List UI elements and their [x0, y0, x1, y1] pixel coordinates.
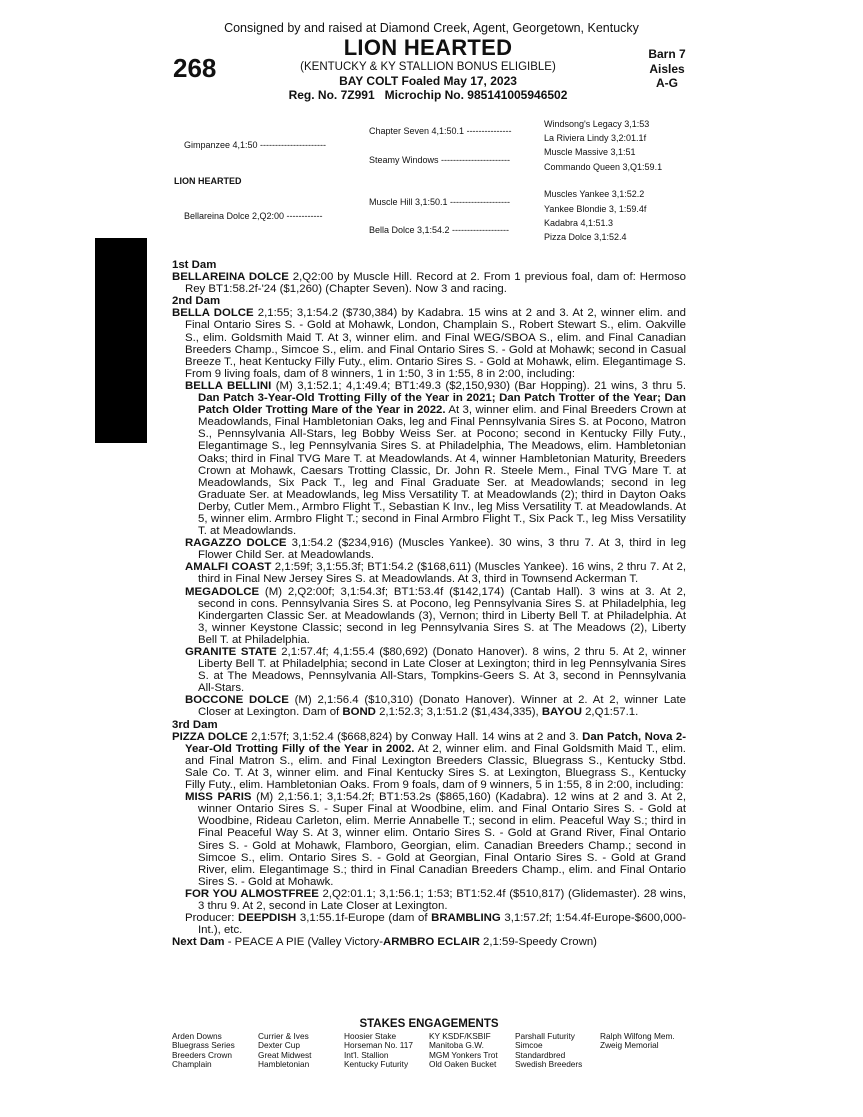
- producer-name: BRAMBLING: [431, 912, 501, 925]
- produce-text: 2,1:52.3; 3,1:51.2 ($1,434,335),: [375, 706, 542, 719]
- produce-text: 2,Q1:57.1.: [581, 706, 639, 719]
- foal-name: MEGADOLCE: [185, 585, 260, 598]
- stakes-column: [515, 1032, 600, 1070]
- stake-item: Arden Downs: [172, 1031, 222, 1041]
- pedigree-ssd: La Riviera Lindy 3,2:01.1f: [544, 133, 647, 143]
- black-index-tab: [95, 238, 147, 443]
- stakes-column: [600, 1032, 692, 1070]
- first-dam-paragraph: [172, 271, 686, 295]
- producer-label: Producer:: [185, 912, 239, 925]
- foal-entry: [172, 537, 686, 561]
- next-dam-rest: 2,1:59-Speedy Crown): [479, 936, 597, 949]
- foal-name: BOCCONE DOLCE: [185, 694, 289, 707]
- foal-name: FOR YOU ALMOSTFREE: [185, 887, 319, 900]
- next-dam-label: Next Dam: [172, 936, 225, 949]
- stake-item: Swedish Breeders: [515, 1059, 583, 1070]
- second-dam-name: BELLA DOLCE: [172, 307, 254, 320]
- producer-name: DEEPDISH: [238, 912, 297, 925]
- pedigree-dss: Muscles Yankee 3,1:52.2: [544, 189, 645, 199]
- foal-name: AMALFI COAST: [185, 561, 272, 574]
- pedigree-dam-dam: Bella Dolce 3,1:54.2 -------------------: [369, 225, 509, 235]
- stake-item: Simcoe: [515, 1040, 543, 1051]
- stakes-column: [344, 1032, 429, 1070]
- registration-line: Reg. No. 7Z991 Microchip No. 985141005946502: [288, 88, 568, 102]
- produce-name: BAYOU: [541, 706, 582, 719]
- next-dam-text: - PEACE A PIE (Valley Victory-: [224, 936, 384, 949]
- first-dam-heading: 1st Dam: [172, 259, 217, 271]
- stake-item: Great Midwest: [258, 1049, 312, 1060]
- producer-text: 3,1:57.2f; 1:54.4f-Europe-$600,000-Int.), etc.: [198, 912, 687, 937]
- foal-entry: [172, 561, 686, 585]
- stake-item: MGM Yonkers Trot: [429, 1049, 498, 1060]
- eligibility-line: (KENTUCKY & KY STALLION BONUS ELIGIBLE): [300, 61, 556, 73]
- foal-name: RAGAZZO DOLCE: [185, 537, 287, 550]
- pedigree-dam-sire: Muscle Hill 3,1:50.1 --------------------: [369, 197, 510, 207]
- stake-item: Int'l. Stallion: [344, 1049, 389, 1060]
- stakes-column: [429, 1032, 515, 1070]
- foal-entry: [172, 380, 686, 537]
- consignor-line: Consigned by and raised at Diamond Creek, Agent, Georgetown, Kentucky: [224, 21, 639, 35]
- foal-entry: [172, 888, 686, 912]
- stake-item: Manitoba G.W.: [429, 1040, 484, 1051]
- pedigree-sdd: Commando Queen 3,Q1:59.1: [544, 162, 663, 172]
- third-dam-name: PIZZA DOLCE: [172, 730, 248, 743]
- foal-text-rest: At 3, winner elim. and Final Breeders Crown at Meadowlands, Final Hambletonian Oaks, leg and Final Pennsylvania Sires S. at Pocono, Matron S., Pennsylvania All-Stars, leg Bobby Weiss Ser. at Pocono; second in Kentucky Filly Futy., Elegantimage S., leg Pennsylvania Sires S. at Philadelphia, The Meadows, elim. Hambletonian Oaks; third in Final TVG Mare T. at Meadowlands. At 4, winner Hambletonian Maturity, Breeders Crown at Mohawk, Caesars Trotting Classic, Dr. John R. Steele Mem., Final TVG Mare T. at Meadowlands, Six Pack T., leg and Final Graduate Ser. at Meadowlands; second in leg Graduate Ser. at Meadowlands, leg Miss Versatility T. at Meadowlands (2); third in Dayton Oaks Derby, Cutler Mem., Armbro Flight T., Sebastian K Inv., leg Miss Versatility T. at Meadowlands. At 5, winner elim. Armbro Flight T.; second in Final Armbro Flight T., Six Pack T., leg Miss Versatility T. at Meadowlands.: [198, 404, 687, 538]
- pedigree-ddd: Pizza Dolce 3,1:52.4: [544, 232, 627, 242]
- stakes-column: [258, 1032, 344, 1070]
- stake-item: Currier & Ives: [258, 1031, 309, 1041]
- first-dam-text: 2,Q2:00 by Muscle Hill. Record at 2. From 1 previous foal, dam of: Hermoso Rey BT1:58.2f-'24 ($1,260) (Chapter Seven). Now 3 and racing.: [185, 271, 687, 296]
- stake-item: Breeders Crown: [172, 1049, 232, 1060]
- third-dam-text-rest: At 2, winner elim. and Final Goldsmith Maid T., elim. and Final Matron S., elim. and Final Lexington Breeders Classic, Bluegrass S., Kentucky Stbd. Sale Co. T. At 3, winner elim. and Final Kentucky Sires S. at Lexington, Bluegrass S., Kentucky Filly Futy., elim. Hambletonian Oaks. From 9 foals, dam of 9 winners, 5 in 1:55, 8 in 2:00, including:: [185, 742, 686, 792]
- pedigree-horse: LION HEARTED: [174, 176, 242, 186]
- foal-text: (M) 3,1:52.1; 4,1:49.4; BT1:49.3 ($2,150,930) (Bar Hopping). 21 wins, 3 thru 5.: [271, 379, 686, 392]
- foal-name: MISS PARIS: [185, 791, 252, 804]
- second-dam-paragraph: [172, 307, 686, 380]
- pedigree-sire: Gimpanzee 4,1:50 ----------------------: [184, 140, 326, 150]
- third-dam-heading: 3rd Dam: [172, 718, 218, 731]
- stake-item: Parshall Futurity: [515, 1031, 575, 1041]
- horse-name: LION HEARTED: [343, 35, 513, 60]
- stake-item: Kentucky Futurity: [344, 1059, 409, 1070]
- third-dam-paragraph: [172, 731, 686, 791]
- foal-entry: [172, 694, 686, 718]
- foal-text: 2,1:59f; 3,1:55.3f; BT1:54.2 ($168,611) (Muscles Yankee). 16 wins, 2 thru 7. At 2, third in Final New Jersey Sires S. at Meadowlands. At 3, third in Townsend Ackerman T.: [198, 561, 686, 586]
- stakes-engagements-title: STAKES ENGAGEMENTS: [359, 1018, 499, 1030]
- third-dam-honors: Dan Patch, Nova 2-Year-Old Trotting Filly of the Year in 2002.: [185, 730, 686, 755]
- stake-item: Old Oaken Bucket: [429, 1059, 497, 1070]
- foal-name: BELLA BELLINI: [185, 379, 272, 392]
- title-block: [250, 35, 606, 102]
- catalog-page-body: [172, 259, 686, 948]
- pedigree-sire-sire: Chapter Seven 4,1:50.1 ---------------: [369, 126, 512, 136]
- stake-item: Hoosier Stake: [344, 1031, 397, 1041]
- pedigree-dam: Bellareina Dolce 2,Q2:00 ------------: [184, 211, 323, 221]
- pedigree-sire-dam: Steamy Windows -----------------------: [369, 155, 510, 165]
- next-dam-line: [172, 936, 686, 948]
- first-dam-name: BELLAREINA DOLCE: [172, 271, 289, 284]
- aisles-label: Aisles: [649, 61, 685, 76]
- stake-item: Zweig Memorial: [600, 1040, 659, 1051]
- stake-item: Hambletonian: [258, 1059, 310, 1070]
- foal-text: (M) 2,1:56.4 ($10,310) (Donato Hanover). Winner at 2. At 2, winner Late Closer at Lexington. Dam of: [198, 694, 686, 719]
- foal-text: 3,1:54.2 ($234,916) (Muscles Yankee). 30 wins, 3 thru 7. At 3, third in leg Flower Child Ser. at Meadowlands.: [198, 537, 686, 562]
- third-dam-text: 2,1:57f; 3,1:52.4 ($668,824) by Conway Hall. 14 wins at 2 and 3.: [247, 730, 583, 743]
- barn-label: Barn 7: [648, 47, 686, 61]
- foal-entry: [172, 646, 686, 694]
- second-dam-heading: 2nd Dam: [172, 295, 221, 308]
- stake-item: Dexter Cup: [258, 1040, 300, 1051]
- produce-name: BOND: [342, 706, 376, 719]
- foal-text: 2,Q2:01.1; 3,1:56.1; 1:53; BT1:52.4f ($510,817) (Glidemaster). 28 wins, 3 thru 9. At 2, second in Late Closer at Lexington.: [198, 887, 686, 912]
- producer-text: 3,1:55.1f-Europe (dam of: [296, 912, 432, 925]
- stakes-column: [172, 1032, 258, 1070]
- pedigree-sss: Windsong's Legacy 3,1:53: [544, 119, 650, 129]
- next-dam-bold: ARMBRO ECLAIR: [383, 936, 480, 949]
- stake-item: Champlain: [172, 1059, 212, 1070]
- foal-text: (M) 2,1:56.1; 3,1:54.2f; BT1:53.2s ($865,160) (Kadabra). 12 wins at 2 and 3. At 2, winner Ontario Sires S. - Super Final at Woodbine, elim. and Final Ontario Sires S. - Gold at Woodbine, Rideau Carleton, elim. Merrie Annabelle T.; second in elim. Peaceful Way S.; third in Final Peaceful Way S. At 3, winner elim. Ontario Sires S. - Gold at Grand River, Final Ontario Sires S. - Gold at Mohawk, Flamboro, Georgian, elim. Canadian Breeders Champ.; second in Simcoe S., elim. Ontario Sires S. - Gold at Georgian, Final Ontario Sires S. - Gold at Grand River, elim. Elegantimage S.; third in Final Canadian Breeders Champ., elim. and Final Ontario Sires S. - Gold at Mohawk.: [198, 791, 686, 888]
- hip-number: 268: [173, 53, 217, 83]
- stake-item: Horseman No. 117: [344, 1040, 414, 1051]
- stake-item: KY KSDF/KSBIF: [429, 1031, 491, 1041]
- foal-name: GRANITE STATE: [185, 646, 277, 658]
- stakes-engagements-list: [172, 1032, 692, 1070]
- aisles-range: A-G: [656, 76, 678, 90]
- foal-text: 2,1:57.4f; 4,1:55.4 ($80,692) (Donato Hanover). 8 wins, 2 thru 5. At 2, winner Liberty Bell T. at Philadelphia; second in Late Closer at Lexington; third in leg Pennsylvania Sires S. at The Meadows, Pennsylvania All-Stars, Tompkins-Geers S. At 3, second in Pennsylvania All-Stars.: [198, 646, 686, 695]
- foal-entry: [172, 586, 686, 646]
- pedigree-sds: Muscle Massive 3,1:51: [544, 147, 636, 157]
- foaled-line: BAY COLT Foaled May 17, 2023: [339, 74, 517, 88]
- barn-location: [628, 47, 706, 91]
- second-dam-text: 2,1:55; 3,1:54.2 ($730,384) by Kadabra. 15 wins at 2 and 3. At 2, winner elim. and Final Ontario Sires S. - Gold at Mohawk, London, Champlain S., Robert Stewart S., elim. Oakville S., elim. Goldsmith Maid T. At 3, winner elim. and Final WEG/SBOA S., elim. and Final Canadian Breeders Champ., Simcoe S., elim. and Final Ontario Sires S. - Gold at Mohawk; second in Casual Breeze T., heat Kentucky Filly Futy., elim. Ontario Sires S. - Gold at Mohawk, elim. Elegantimage S. From 9 living foals, dam of 8 winners, 1 in 1:50, 3 in 1:55, 8 in 2:00, including:: [185, 307, 687, 380]
- foal-honors: Dan Patch 3-Year-Old Trotting Filly of the Year in 2021; Dan Patch Trotter of the Year; Dan Patch Older Trotting Mare of the Year in 2022.: [198, 392, 686, 417]
- pedigree-dds: Kadabra 4,1:51.3: [544, 218, 614, 228]
- pedigree-dsd: Yankee Blondie 3, 1:59.4f: [544, 204, 647, 214]
- foal-text: (M) 2,Q2:00f; 3,1:54.3f; BT1:53.4f ($142,174) (Cantab Hall). 3 wins at 3. At 2, second in cons. Pennsylvania Sires S. at Pocono, leg Pennsylvania Sires S. at Philadelphia, leg Kindergarten Classic Ser. at Meadowlands (3), Vernon; third in Liberty Bell T. at Philadelphia. At 3, winner Keystone Classic; second in leg Pennsylvania Sires S. at The Meadows (2), Liberty Bell T. at Philadelphia.: [198, 585, 686, 646]
- stake-item: Bluegrass Series: [172, 1040, 235, 1051]
- stake-item: Ralph Wilfong Mem.: [600, 1031, 675, 1041]
- producer-entry: [172, 912, 686, 936]
- foal-entry: [172, 791, 686, 888]
- stake-item: Standardbred: [515, 1049, 566, 1060]
